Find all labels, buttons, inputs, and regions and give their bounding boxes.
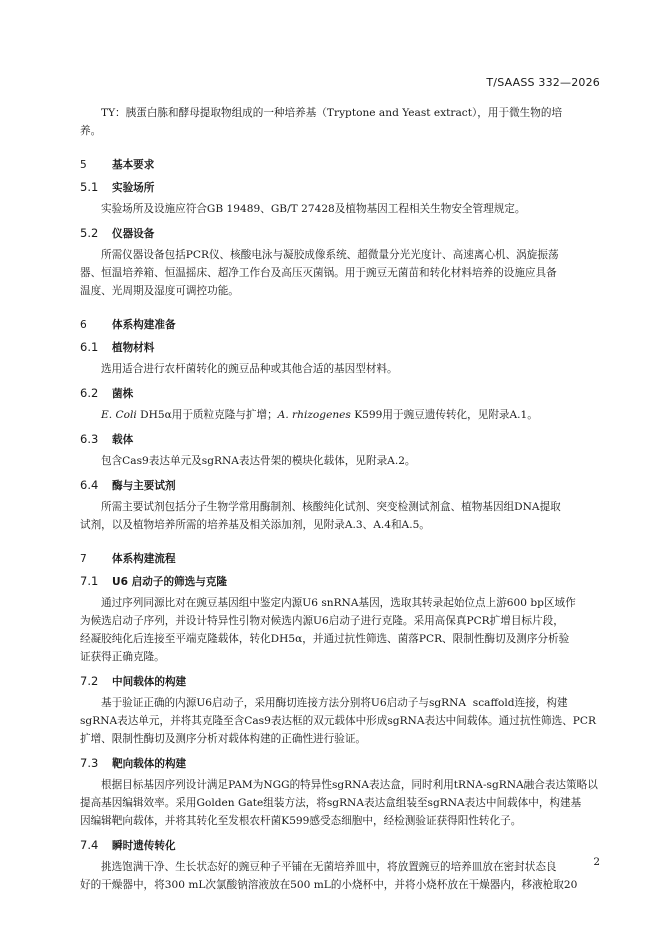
section-title: 体系构建流程 bbox=[112, 553, 176, 565]
section-number: 5.2 bbox=[80, 226, 99, 240]
section-title: 实验场所 bbox=[112, 182, 155, 194]
section-6-3-heading bbox=[80, 432, 600, 447]
section-title: 仪器设备 bbox=[112, 228, 155, 240]
section-number: 7.1 bbox=[80, 574, 99, 588]
section-title: 中间载体的构建 bbox=[112, 676, 187, 688]
section-7-3-line1: 根据目标基因序列设计满足PAM为NGG的特异性sgRNA表达盒，同时利用tRNA-sgRNA融合表达策略以 bbox=[101, 779, 598, 791]
section-title: 基本要求 bbox=[112, 159, 155, 171]
section-number: 6.1 bbox=[80, 340, 99, 354]
section-number: 7.3 bbox=[80, 756, 99, 770]
section-6-4-heading bbox=[80, 478, 600, 493]
section-5-2-line1: 所需仪器设备包括PCR仪、核酸电泳与凝胶成像系统、超微量分光光度计、高速离心机、涡旋振荡 bbox=[101, 249, 559, 261]
section-title: 靶向载体的构建 bbox=[112, 758, 187, 770]
section-number: 6.3 bbox=[80, 432, 99, 446]
section-number: 7.4 bbox=[80, 838, 99, 852]
section-7-2-line2: sgRNA表达单元，并将其克隆至含Cas9表达框的双元载体中形成sgRNA表达中间载体。通过抗性筛选、PCR bbox=[80, 715, 597, 727]
section-6-3-text: 包含Cas9表达单元及sgRNA表达骨架的模块化载体，见附录A.2。 bbox=[101, 455, 416, 467]
section-number: 6 bbox=[80, 319, 87, 331]
section-7-heading bbox=[80, 551, 600, 566]
ty-definition-line2: 养。 bbox=[80, 125, 102, 137]
section-7-4-line1: 挑选饱满干净、生长状态好的豌豆种子平铺在无菌培养皿中，将放置豌豆的培养皿放在密封状态良 bbox=[101, 861, 557, 873]
section-title: 体系构建准备 bbox=[112, 319, 176, 331]
section-7-2-heading bbox=[80, 674, 600, 689]
section-7-1-line2: 为候选启动子序列，并设计特异性引物对候选内源U6启动子进行克隆。采用高保真PCR扩增目标片段， bbox=[80, 615, 564, 627]
section-number: 7.2 bbox=[80, 674, 99, 688]
section-5-2-heading bbox=[80, 226, 600, 241]
section-number: 5.1 bbox=[80, 180, 99, 194]
section-number: 7 bbox=[80, 553, 87, 565]
section-7-1-line4: 证获得正确克隆。 bbox=[80, 651, 165, 663]
section-7-1-heading bbox=[80, 574, 600, 589]
section-5-1-heading bbox=[80, 180, 600, 195]
section-number: 6.4 bbox=[80, 478, 99, 492]
section-7-2-line1: 基于验证正确的内源U6启动子，采用酶切连接方法分别将U6启动子与sgRNA scaffold连接，构建 bbox=[101, 697, 568, 709]
section-title: U6 启动子的筛选与克隆 bbox=[112, 576, 228, 588]
section-7-3-heading bbox=[80, 756, 600, 771]
ty-definition-line1: TY：胰蛋白胨和酵母提取物组成的一种培养基（Tryptone and Yeast extract），用于微生物的培 bbox=[101, 107, 563, 119]
section-title: 植物材料 bbox=[112, 342, 155, 354]
strain-k599-text: K599用于豌豆遗传转化，见附录A.1。 bbox=[350, 409, 538, 421]
section-title: 酶与主要试剂 bbox=[112, 480, 176, 492]
section-7-3-line3: 因编辑靶向载体，并将其转化至发根农杆菌K599感受态细胞中，经检测验证获得阳性转化子。 bbox=[80, 815, 522, 827]
section-5-heading bbox=[80, 157, 600, 172]
section-5-2-line3: 温度、光周期及湿度可调控功能。 bbox=[80, 285, 239, 297]
section-5-2-line2: 器、恒温培养箱、恒温摇床、超净工作台及高压灭菌锅。用于豌豆无菌苗和转化材料培养的设施应具备 bbox=[80, 267, 557, 279]
section-7-4-line2: 好的干燥器中，将300 mL次氯酸钠溶液放在500 mL的小烧杯中，并将小烧杯放在干燥器内，移液枪取20 bbox=[80, 879, 578, 891]
section-6-4-line1: 所需主要试剂包括分子生物学常用酶制剂、核酸纯化试剂、突变检测试剂盒、植物基因组DNA提取 bbox=[101, 501, 561, 513]
section-6-heading bbox=[80, 317, 600, 332]
section-number: 6.2 bbox=[80, 386, 99, 400]
section-6-4-line2: 试剂，以及植物培养所需的培养基及相关添加剂，见附录A.3、A.4和A.5。 bbox=[80, 519, 430, 531]
section-title: 菌株 bbox=[112, 388, 134, 400]
section-7-2-line3: 扩增、限制性酶切及测序分析对载体构建的正确性进行验证。 bbox=[80, 733, 367, 745]
section-7-4-heading bbox=[80, 838, 600, 853]
section-7-1-line1: 通过序列同源比对在豌豆基因组中鉴定内源U6 snRNA基因，选取其转录起始位点上游600 bp区域作 bbox=[101, 597, 576, 609]
document-body bbox=[80, 104, 600, 894]
section-7-3-line2: 提高基因编辑效率。采用Golden Gate组装方法，将sgRNA表达盒组装至sgRNA表达中间载体中，构建基 bbox=[80, 797, 582, 809]
section-6-2-heading bbox=[80, 386, 600, 401]
species-agrobacterium: A. rhizogenes bbox=[277, 409, 351, 421]
section-6-2-text bbox=[80, 406, 600, 424]
page-number: 2 bbox=[593, 856, 600, 868]
section-number: 5 bbox=[80, 159, 87, 171]
section-title: 载体 bbox=[112, 434, 134, 446]
section-7-1-line3: 经凝胶纯化后连接至平端克隆载体，转化DH5α，并通过抗性筛选、菌落PCR、限制性酶切及测序分析验 bbox=[80, 633, 570, 645]
section-6-1-heading bbox=[80, 340, 600, 355]
section-5-1-text: 实验场所及设施应符合GB 19489、GB/T 27428及植物基因工程相关生物安全管理规定。 bbox=[101, 203, 526, 215]
section-title: 瞬时遗传转化 bbox=[112, 840, 176, 852]
species-ecoli: E. Coli bbox=[101, 409, 137, 421]
standard-code: T/SAASS 332—2026 bbox=[486, 76, 600, 89]
section-6-1-text: 选用适合进行农杆菌转化的豌豆品种或其他合适的基因型材料。 bbox=[101, 363, 398, 375]
strain-dh5a-text: DH5α用于质粒克隆与扩增； bbox=[136, 409, 278, 421]
